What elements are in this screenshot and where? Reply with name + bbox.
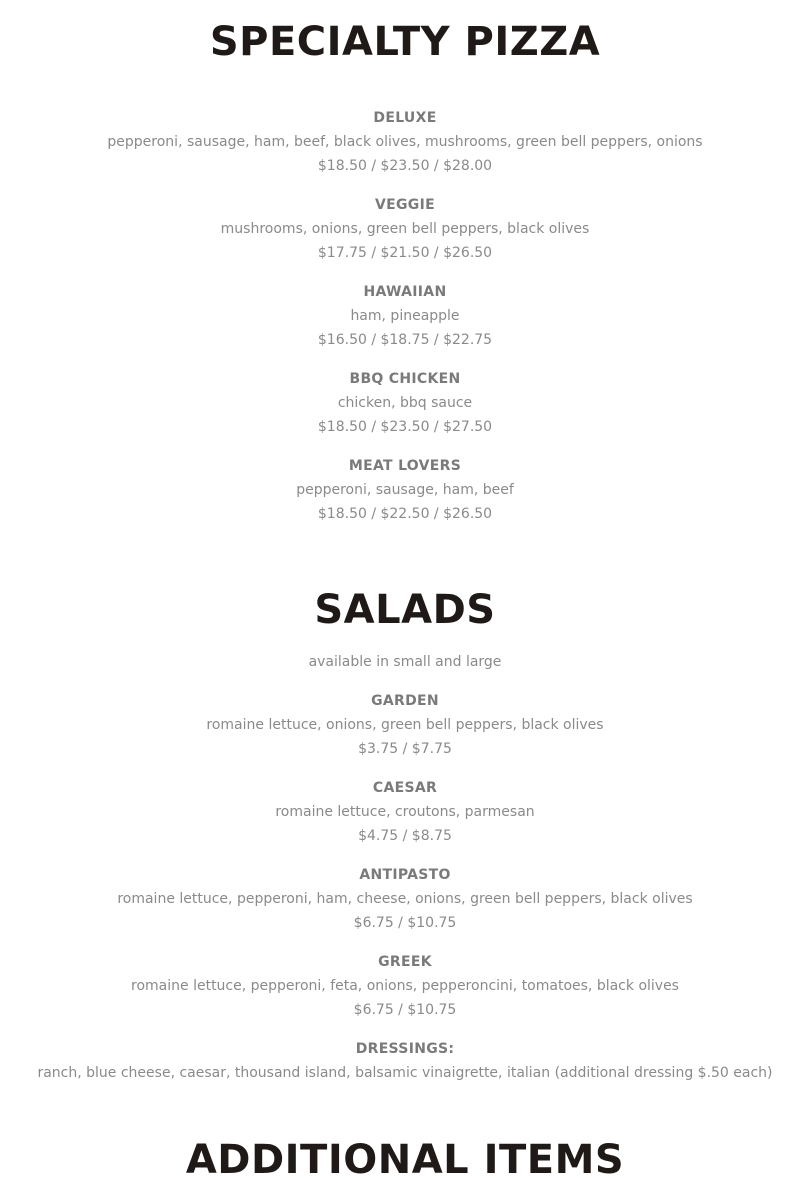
menu-item-hawaiian bbox=[0, 280, 810, 352]
section-title-specialty-pizza: SPECIALTY PIZZA bbox=[209, 19, 601, 65]
item-description: romaine lettuce, croutons, parmesan bbox=[275, 804, 535, 820]
menu-item-bbq-chicken bbox=[0, 367, 810, 439]
menu-item-meat-lovers bbox=[0, 454, 810, 526]
item-name: VEGGIE bbox=[375, 197, 435, 213]
item-description: romaine lettuce, pepperoni, feta, onions, pepperoncini, tomatoes, black olives bbox=[131, 978, 679, 994]
item-price: $3.75 / $7.75 bbox=[358, 741, 452, 757]
menu-item-garden bbox=[0, 689, 810, 761]
item-description: ham, pineapple bbox=[350, 308, 460, 324]
menu-item-caesar bbox=[0, 776, 810, 848]
item-name: MEAT LOVERS bbox=[348, 458, 462, 474]
item-name: DELUXE bbox=[373, 110, 437, 126]
item-price: $6.75 / $10.75 bbox=[353, 1002, 457, 1018]
item-name: CAESAR bbox=[372, 780, 438, 796]
dressings-block bbox=[0, 1037, 810, 1085]
salad-list bbox=[0, 650, 810, 1100]
section-title-salads: SALADS bbox=[314, 587, 496, 633]
item-description: pepperoni, sausage, ham, beef bbox=[296, 482, 514, 498]
dressings-list: ranch, blue cheese, caesar, thousand island, balsamic vinaigrette, italian (additional dressing $.50 each) bbox=[37, 1065, 773, 1081]
item-name: GARDEN bbox=[371, 693, 439, 709]
menu-item-deluxe bbox=[0, 106, 810, 178]
item-price: $16.50 / $18.75 / $22.75 bbox=[317, 332, 493, 348]
menu-item-veggie bbox=[0, 193, 810, 265]
item-price: $17.75 / $21.50 / $26.50 bbox=[317, 245, 493, 261]
item-description: romaine lettuce, pepperoni, ham, cheese, onions, green bell peppers, black olives bbox=[117, 891, 693, 907]
item-name: BBQ CHICKEN bbox=[349, 371, 461, 387]
salad-size-note: available in small and large bbox=[308, 654, 502, 670]
item-description: mushrooms, onions, green bell peppers, black olives bbox=[220, 221, 590, 237]
item-price: $6.75 / $10.75 bbox=[353, 915, 457, 931]
item-price: $18.50 / $23.50 / $28.00 bbox=[317, 158, 493, 174]
item-name: ANTIPASTO bbox=[359, 867, 451, 883]
item-description: romaine lettuce, onions, green bell peppers, black olives bbox=[206, 717, 604, 733]
item-description: pepperoni, sausage, ham, beef, black olives, mushrooms, green bell peppers, onions bbox=[107, 134, 703, 150]
item-price: $18.50 / $23.50 / $27.50 bbox=[317, 419, 493, 435]
item-description: chicken, bbq sauce bbox=[337, 395, 473, 411]
section-title-additional-items: ADDITIONAL ITEMS bbox=[185, 1137, 625, 1183]
item-name: HAWAIIAN bbox=[363, 284, 447, 300]
dressings-label: DRESSINGS: bbox=[355, 1041, 455, 1057]
menu-item-antipasto bbox=[0, 863, 810, 935]
item-name: GREEK bbox=[378, 954, 432, 970]
menu-item-greek bbox=[0, 950, 810, 1022]
item-price: $18.50 / $22.50 / $26.50 bbox=[317, 506, 493, 522]
item-price: $4.75 / $8.75 bbox=[358, 828, 452, 844]
pizza-list bbox=[0, 106, 810, 541]
